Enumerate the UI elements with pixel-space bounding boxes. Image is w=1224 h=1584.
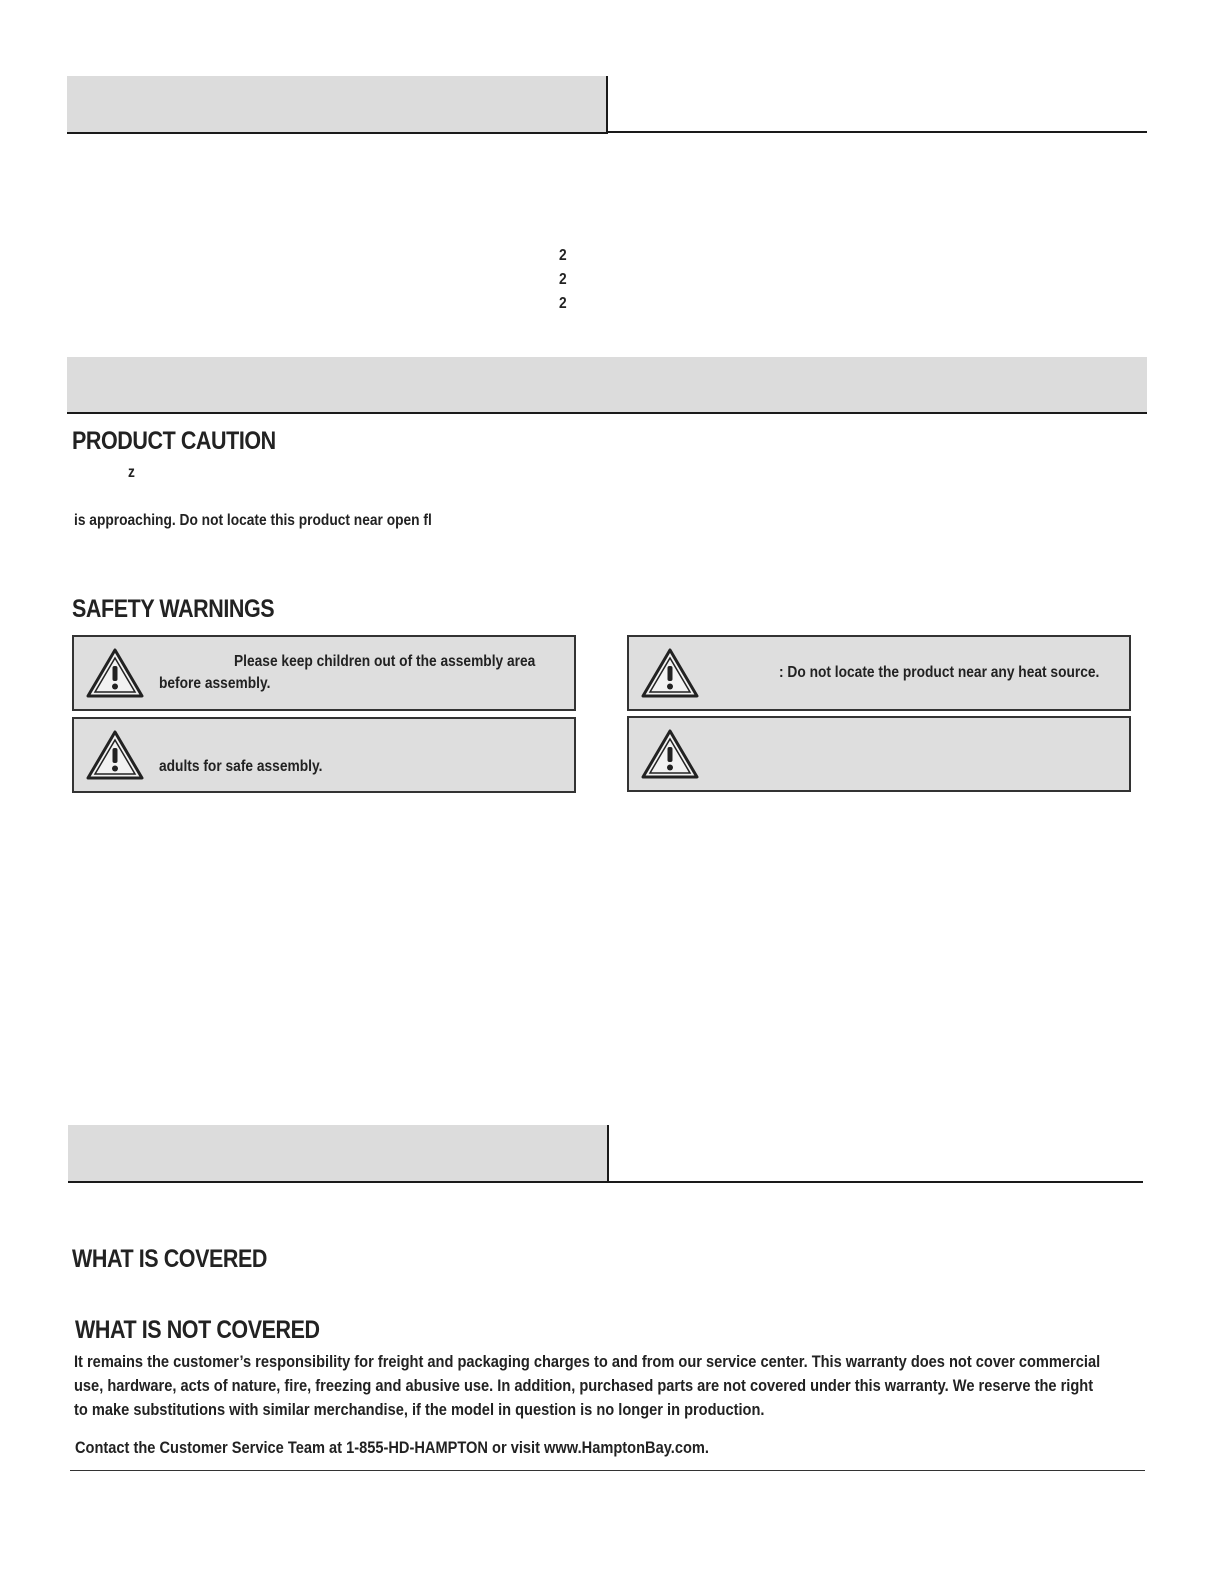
header-band-warranty — [68, 1125, 608, 1183]
warning-icon — [641, 647, 699, 699]
what-is-not-covered-title: WHAT IS NOT COVERED — [75, 1316, 320, 1344]
warning-box-3 — [72, 717, 576, 793]
product-caution-line-2: is approaching. Do not locate this product near open fl — [74, 512, 432, 529]
warning-icon — [86, 647, 144, 699]
footer-rule — [70, 1470, 1145, 1471]
warning-icon — [86, 729, 144, 781]
contact-line: Contact the Customer Service Team at 1-855-HD-HAMPTON or visit www.HamptonBay.com. — [75, 1438, 709, 1457]
not-covered-line-1: It remains the customer’s responsibility for freight and packaging charges to and from our service center. This warranty does not cover commercial — [74, 1352, 1101, 1371]
warning-box-3-line-1: adults for safe assembly. — [159, 758, 323, 775]
safety-band — [67, 357, 1147, 414]
safety-warnings-title: SAFETY WARNINGS — [72, 595, 275, 623]
header-band-warranty-divider — [607, 1125, 609, 1183]
not-covered-paragraph — [74, 1350, 1149, 1422]
warning-box-2 — [627, 635, 1131, 711]
header-band-top-rule — [607, 131, 1147, 133]
warning-box-1-line-1: Please keep children out of the assembly area — [234, 653, 536, 670]
header-band-top — [67, 76, 607, 134]
header-band-top-divider — [606, 76, 608, 134]
spec-value-3: 2 — [559, 295, 567, 312]
not-covered-line-3: to make substitutions with similar merchandise, if the model in question is no longer in production. — [74, 1400, 765, 1419]
product-caution-line-1: z — [128, 464, 135, 481]
header-band-warranty-rule — [608, 1181, 1143, 1183]
spec-value-1: 2 — [559, 247, 567, 264]
warning-box-4 — [627, 716, 1131, 792]
warning-box-1-line-2: before assembly. — [159, 675, 271, 692]
not-covered-line-2: use, hardware, acts of nature, fire, freezing and abusive use. In addition, purchased parts are not covered under this warranty. We reserve the right — [74, 1376, 1094, 1395]
warning-box-1 — [72, 635, 576, 711]
warning-icon — [641, 728, 699, 780]
spec-value-2: 2 — [559, 271, 567, 288]
product-caution-title: PRODUCT CAUTION — [72, 427, 276, 455]
warning-box-2-line-1: : Do not locate the product near any heat source. — [779, 664, 1100, 681]
what-is-covered-title: WHAT IS COVERED — [72, 1245, 268, 1273]
